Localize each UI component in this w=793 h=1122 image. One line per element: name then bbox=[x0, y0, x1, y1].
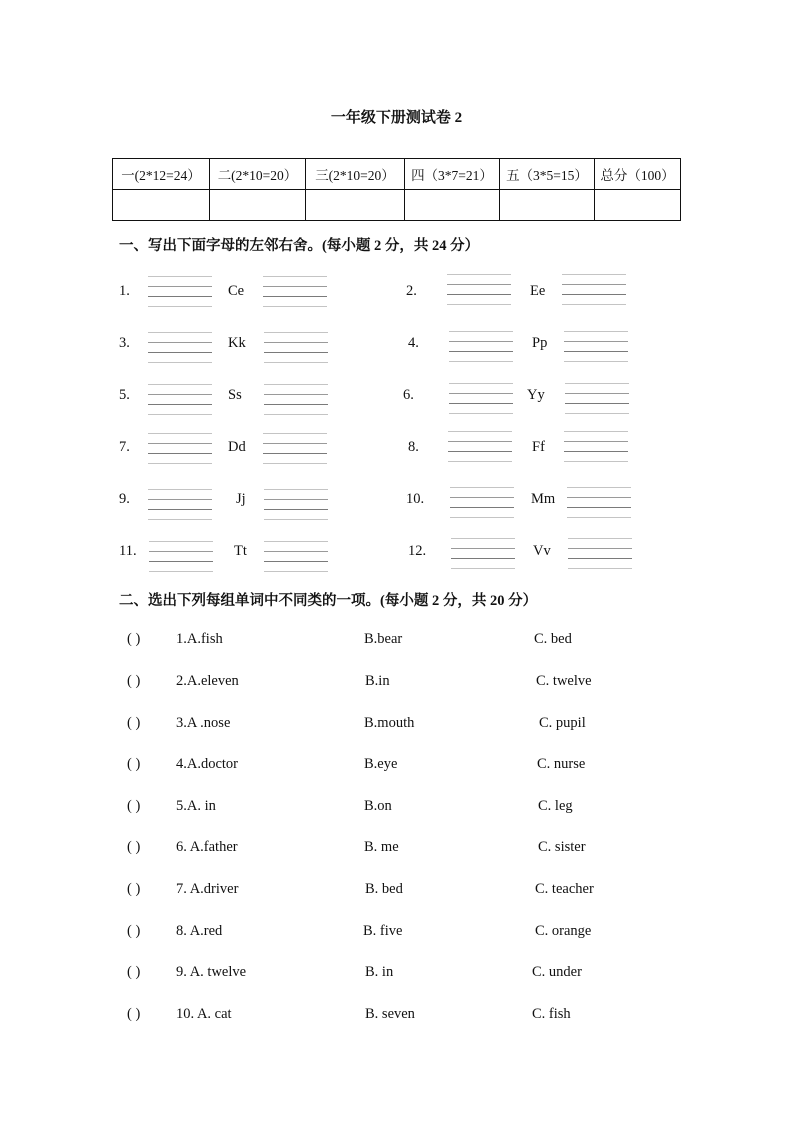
score-header-cell: 五（3*5=15） bbox=[500, 159, 595, 190]
answer-bracket[interactable]: ( ) bbox=[127, 1006, 141, 1022]
item-number: 5. bbox=[119, 387, 130, 403]
letter-prompt: Vv bbox=[533, 543, 551, 559]
writing-lines-right[interactable] bbox=[264, 489, 328, 521]
writing-lines-left[interactable] bbox=[447, 274, 511, 306]
writing-lines-left[interactable] bbox=[148, 332, 212, 364]
writing-lines-left[interactable] bbox=[148, 489, 212, 521]
letter-prompt: Pp bbox=[532, 335, 548, 351]
option-a: 8. A.red bbox=[176, 923, 223, 939]
option-b: B. in bbox=[365, 964, 394, 980]
writing-lines-right[interactable] bbox=[264, 384, 328, 416]
item-number: 10. bbox=[406, 491, 425, 507]
letter-prompt: Ss bbox=[228, 387, 242, 403]
option-b: B. me bbox=[364, 839, 399, 855]
item-number: 7. bbox=[119, 439, 130, 455]
score-value-row bbox=[113, 190, 681, 221]
letter-prompt: Yy bbox=[527, 387, 545, 403]
answer-bracket[interactable]: ( ) bbox=[127, 715, 141, 731]
writing-lines-right[interactable] bbox=[564, 331, 628, 363]
option-c: C. nurse bbox=[537, 756, 586, 772]
writing-lines-right[interactable] bbox=[562, 274, 626, 306]
writing-lines-left[interactable] bbox=[149, 541, 213, 573]
option-c: C. sister bbox=[538, 839, 586, 855]
option-b: B. seven bbox=[365, 1006, 415, 1022]
writing-lines-right[interactable] bbox=[564, 431, 628, 463]
item-number: 8. bbox=[408, 439, 419, 455]
score-header-row bbox=[113, 159, 681, 190]
option-c: C. leg bbox=[538, 798, 573, 814]
letter-prompt: Tt bbox=[234, 543, 247, 559]
letter-prompt: Ee bbox=[530, 283, 546, 299]
writing-lines-right[interactable] bbox=[568, 538, 632, 570]
option-c: C. pupil bbox=[539, 715, 586, 731]
option-c: C. orange bbox=[535, 923, 592, 939]
letter-prompt: Jj bbox=[236, 491, 246, 507]
score-input-cell[interactable] bbox=[210, 190, 306, 221]
writing-lines-left[interactable] bbox=[449, 331, 513, 363]
answer-bracket[interactable]: ( ) bbox=[127, 756, 141, 772]
section1-heading: 一、写出下面字母的左邻右舍。(每小题 2 分，共 24 分） bbox=[119, 238, 480, 254]
letter-prompt: Kk bbox=[228, 335, 246, 351]
option-b: B.mouth bbox=[364, 715, 415, 731]
writing-lines-left[interactable] bbox=[448, 431, 512, 463]
option-c: C. bed bbox=[534, 631, 572, 647]
writing-lines-right[interactable] bbox=[264, 541, 328, 573]
option-a: 7. A.driver bbox=[176, 881, 239, 897]
item-number: 3. bbox=[119, 335, 130, 351]
item-number: 6. bbox=[403, 387, 414, 403]
answer-bracket[interactable]: ( ) bbox=[127, 798, 141, 814]
writing-lines-right[interactable] bbox=[263, 276, 327, 308]
option-a: 1.A.fish bbox=[176, 631, 223, 647]
score-input-cell[interactable] bbox=[306, 190, 405, 221]
score-header-cell: 二(2*10=20） bbox=[210, 159, 306, 190]
score-input-cell[interactable] bbox=[595, 190, 681, 221]
answer-bracket[interactable]: ( ) bbox=[127, 673, 141, 689]
writing-lines-right[interactable] bbox=[264, 332, 328, 364]
option-b: B.eye bbox=[364, 756, 398, 772]
score-input-cell[interactable] bbox=[500, 190, 595, 221]
option-b: B. five bbox=[363, 923, 403, 939]
score-input-cell[interactable] bbox=[113, 190, 210, 221]
writing-lines-left[interactable] bbox=[451, 538, 515, 570]
option-b: B.bear bbox=[364, 631, 403, 647]
answer-bracket[interactable]: ( ) bbox=[127, 839, 141, 855]
option-b: B. bed bbox=[365, 881, 403, 897]
item-number: 2. bbox=[406, 283, 417, 299]
writing-lines-right[interactable] bbox=[565, 383, 629, 415]
letter-prompt: Dd bbox=[228, 439, 246, 455]
writing-lines-left[interactable] bbox=[449, 383, 513, 415]
score-header-cell: 四（3*7=21） bbox=[405, 159, 500, 190]
answer-bracket[interactable]: ( ) bbox=[127, 631, 141, 647]
letter-prompt: Mm bbox=[531, 491, 556, 507]
option-a: 3.A .nose bbox=[176, 715, 231, 731]
option-c: C. twelve bbox=[536, 673, 592, 689]
item-number: 9. bbox=[119, 491, 130, 507]
score-header-cell: 三(2*10=20） bbox=[306, 159, 405, 190]
option-a: 6. A.father bbox=[176, 839, 238, 855]
option-a: 4.A.doctor bbox=[176, 756, 239, 772]
item-number: 4. bbox=[408, 335, 419, 351]
option-a: 9. A. twelve bbox=[176, 964, 247, 980]
writing-lines-right[interactable] bbox=[263, 433, 327, 465]
score-input-cell[interactable] bbox=[405, 190, 500, 221]
score-header-cell: 总分（100） bbox=[595, 159, 681, 190]
score-header-cell: 一(2*12=24） bbox=[113, 159, 210, 190]
option-c: C. teacher bbox=[535, 881, 594, 897]
writing-lines-left[interactable] bbox=[148, 433, 212, 465]
writing-lines-left[interactable] bbox=[148, 384, 212, 416]
answer-bracket[interactable]: ( ) bbox=[127, 881, 141, 897]
option-b: B.on bbox=[364, 798, 392, 814]
item-number: 1. bbox=[119, 283, 130, 299]
writing-lines-left[interactable] bbox=[450, 487, 514, 519]
writing-lines-left[interactable] bbox=[148, 276, 212, 308]
score-table bbox=[112, 158, 681, 221]
page-title: 一年级下册测试卷 2 bbox=[330, 110, 463, 126]
option-a: 5.A. in bbox=[176, 798, 216, 814]
letter-prompt: Ff bbox=[532, 439, 545, 455]
answer-bracket[interactable]: ( ) bbox=[127, 923, 141, 939]
option-c: C. under bbox=[532, 964, 582, 980]
option-a: 2.A.eleven bbox=[176, 673, 239, 689]
item-number: 11. bbox=[119, 543, 137, 559]
section2-heading: 二、选出下列每组单词中不同类的一项。(每小题 2 分，共 20 分） bbox=[119, 593, 538, 609]
item-number: 12. bbox=[408, 543, 427, 559]
option-b: B.in bbox=[365, 673, 390, 689]
letter-prompt: Ce bbox=[228, 283, 245, 299]
answer-bracket[interactable]: ( ) bbox=[127, 964, 141, 980]
writing-lines-right[interactable] bbox=[567, 487, 631, 519]
option-c: C. fish bbox=[532, 1006, 571, 1022]
option-a: 10. A. cat bbox=[176, 1006, 232, 1022]
